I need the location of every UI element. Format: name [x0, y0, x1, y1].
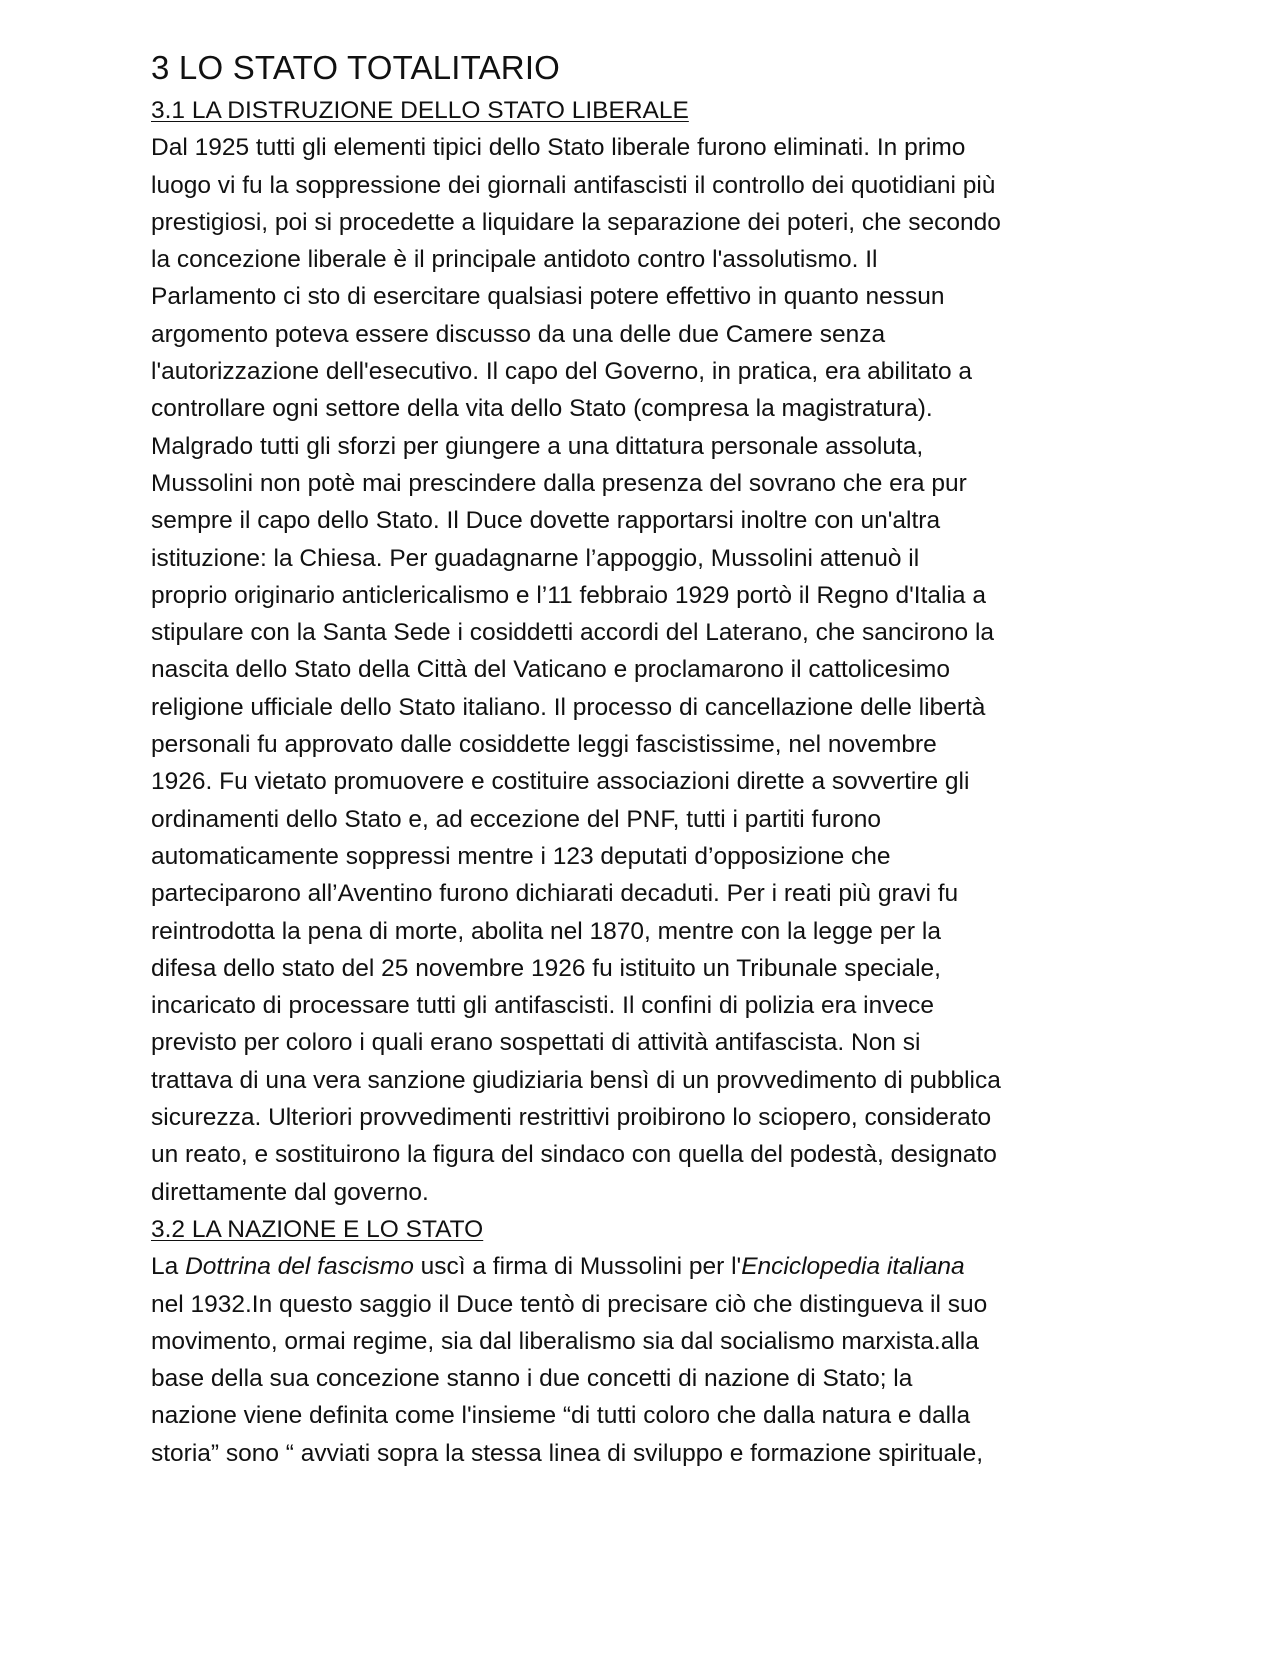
text-line: la concezione liberale è il principale antidoto contro l'assolutismo. Il [151, 246, 878, 274]
text-line: parteciparono all’Aventino furono dichiarati decaduti. Per i reati più gravi fu [151, 880, 959, 908]
text-line: Dal 1925 tutti gli elementi tipici dello Stato liberale furono eliminati. In primo [151, 134, 966, 162]
document-page [151, 44, 1111, 1472]
text-line: Parlamento ci sto di esercitare qualsiasi potere effettivo in quanto nessun [151, 283, 945, 311]
text-line: sempre il capo dello Stato. Il Duce dovette rapportarsi inoltre con un'altra [151, 507, 941, 535]
text-line: religione ufficiale dello Stato italiano. Il processo di cancellazione delle libertà [151, 693, 986, 721]
text-line: incaricato di processare tutti gli antifascisti. Il confini di polizia era invece [151, 992, 935, 1020]
text-line: previsto per coloro i quali erano sospettati di attività antifascista. Non si [151, 1029, 921, 1057]
text-line: l'autorizzazione dell'esecutivo. Il capo del Governo, in pratica, era abilitato a [151, 358, 973, 386]
text-line: ordinamenti dello Stato e, ad eccezione del PNF, tutti i partiti furono [151, 805, 881, 833]
text-line: difesa dello stato del 25 novembre 1926 fu istituito un Tribunale speciale, [151, 954, 941, 982]
text-line: direttamente dal governo. [151, 1178, 429, 1206]
text-line: personali fu approvato dalle cosiddette leggi fascistissime, nel novembre [151, 731, 937, 759]
text-line: nazione viene definita come l'insieme “di tutti coloro che dalla natura e dalla [151, 1402, 971, 1430]
text-line: reintrodotta la pena di morte, abolita nel 1870, mentre con la legge per la [151, 917, 941, 945]
section-3-2-paragraph [151, 1248, 1111, 1472]
section-heading-3-1: 3.1 LA DISTRUZIONE DELLO STATO LIBERALE [151, 97, 689, 124]
text-line: prestigiosi, poi si procedette a liquidare la separazione dei poteri, che secondo [151, 208, 1001, 236]
text-line: stipulare con la Santa Sede i cosiddetti accordi del Laterano, che sancirono la [151, 619, 995, 647]
italic-work-title: Dottrina del fascismo [185, 1253, 414, 1281]
text-line: storia” sono “ avviati sopra la stessa linea di sviluppo e formazione spirituale, [151, 1439, 984, 1467]
text-line: proprio originario anticlericalismo e l’11 febbraio 1929 portò il Regno d'Italia a [151, 581, 986, 609]
text-line: controllare ogni settore della vita dello Stato (compresa la magistratura). [151, 395, 933, 423]
text-line: base della sua concezione stanno i due concetti di nazione di Stato; la [151, 1365, 913, 1393]
text-line: nel 1932.In questo saggio il Duce tentò di precisare ciò che distingueva il suo [151, 1290, 988, 1318]
text-line: 1926. Fu vietato promuovere e costituire associazioni dirette a sovvertire gli [151, 768, 970, 796]
section-heading-3-2: 3.2 LA NAZIONE E LO STATO [151, 1215, 484, 1243]
text-line-with-titles [151, 1248, 1111, 1285]
section-3-1-paragraph [151, 129, 1111, 1211]
text-line: Malgrado tutti gli sforzi per giungere a una dittatura personale assoluta, [151, 432, 924, 460]
text-line: automaticamente soppressi mentre i 123 deputati d’opposizione che [151, 842, 891, 870]
text-line: Mussolini non potè mai prescindere dalla presenza del sovrano che era pur [151, 469, 967, 497]
text-segment: La [151, 1253, 186, 1281]
text-segment: uscì a firma di Mussolini per l' [413, 1253, 742, 1281]
text-line: sicurezza. Ulteriori provvedimenti restrittivi proibirono lo sciopero, considerato [151, 1104, 992, 1132]
text-line: trattava di una vera sanzione giudiziaria bensì di un provvedimento di pubblica [151, 1066, 1001, 1094]
text-line: un reato, e sostituirono la figura del sindaco con quella del podestà, designato [151, 1141, 997, 1169]
text-line: argomento poteva essere discusso da una delle due Camere senza [151, 320, 886, 348]
text-line: nascita dello Stato della Città del Vaticano e proclamarono il cattolicesimo [151, 656, 950, 684]
document-title: 3 LO STATO TOTALITARIO [151, 49, 561, 86]
text-line: luogo vi fu la soppressione dei giornali antifascisti il controllo dei quotidiani più [151, 171, 996, 199]
text-line: istituzione: la Chiesa. Per guadagnarne l’appoggio, Mussolini attenuò il [151, 544, 920, 572]
text-line: movimento, ormai regime, sia dal liberalismo sia dal socialismo marxista.alla [151, 1327, 979, 1355]
italic-work-title: Enciclopedia italiana [741, 1253, 965, 1281]
